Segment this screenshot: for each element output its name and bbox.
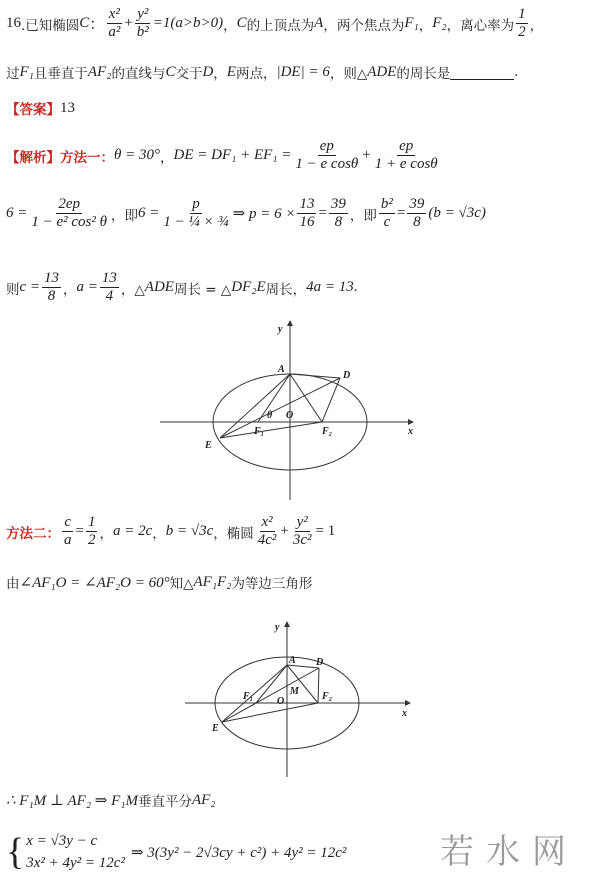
brace: { [6, 831, 25, 873]
label-y: y [278, 324, 283, 335]
text: ， [152, 525, 166, 542]
text: 且垂直于 [33, 66, 88, 82]
label-f2: F₂ [322, 426, 333, 437]
text: 知△ [169, 576, 194, 592]
math: DF₂E [231, 279, 266, 295]
text: ， [160, 149, 174, 166]
math: F₁ [404, 15, 419, 31]
math: = [75, 523, 84, 539]
answer-label: 【答案】 [6, 102, 60, 118]
text: ， [213, 66, 227, 82]
label-d: D [316, 657, 324, 668]
label-m: M [290, 686, 299, 697]
math: A [314, 15, 324, 31]
text: 的上顶点为 [246, 17, 315, 34]
math: θ = 30° [114, 147, 160, 163]
label-a: A [278, 364, 285, 375]
fraction: $\frac{\text{x²}}{\text{a²}}$ [108, 6, 121, 40]
equation-system [26, 830, 125, 874]
text: 的直线与 [111, 66, 166, 82]
label-f2: F₂ [322, 691, 333, 702]
math: AF₁F₂ [193, 573, 232, 590]
math: E [226, 63, 236, 80]
math: 4a = 13 [306, 279, 354, 295]
fraction: $\frac{\text{y²}}{\text{b²}}$ [136, 6, 149, 40]
label-o: O [286, 410, 294, 421]
label-a: A [289, 655, 296, 666]
text: ，椭圆 [213, 525, 254, 542]
fraction: $\frac{c}{a}$ [64, 514, 72, 548]
text: ： [89, 17, 105, 33]
math: + [362, 147, 371, 163]
text: ，则△ [329, 66, 368, 82]
math: DE = DF₁ + EF₁ = [173, 147, 292, 163]
text: 则 [6, 281, 20, 298]
math: ADE [367, 63, 397, 80]
math: ∠AF₁O = ∠AF₂O = 60° [19, 574, 170, 591]
fraction: $\frac{\text{x²}}{\text{4c²}}$ [257, 514, 277, 548]
label-d: D [343, 370, 351, 381]
math: + [124, 15, 133, 31]
math: F₂ [432, 15, 447, 31]
text: .已知椭圆 [21, 17, 80, 34]
math: a = [76, 279, 98, 295]
math: = [396, 205, 406, 221]
math: |DE| = 6 [276, 63, 330, 80]
equation-2: 3x² + 4y² = 12c² [26, 855, 125, 871]
label-o: O [277, 696, 285, 707]
fraction: $\frac{p}{\text{1 − ¼ × ¾}}$ [163, 196, 229, 230]
fraction: $\frac{\text{y²}}{\text{3c²}}$ [292, 514, 312, 548]
text: 由 [6, 576, 20, 592]
label-f1: F₁ [254, 426, 265, 437]
label-e: E [205, 440, 212, 451]
math: D [202, 63, 214, 80]
text: ，即 [111, 207, 139, 224]
text: ，两个焦点为 [323, 17, 405, 34]
text: ， [529, 17, 544, 34]
text: ， [99, 525, 113, 542]
math: ADE [144, 279, 174, 295]
text: 交于 [175, 66, 203, 82]
text: ，离心率为 [446, 17, 515, 34]
fraction: $\frac{13}{8}$ [44, 270, 60, 304]
label-e: E [212, 723, 219, 734]
fraction: $\frac{1}{2}$ [518, 6, 526, 40]
fraction: $\frac{39}{8}$ [409, 196, 425, 230]
fraction: $\frac{ep}{\text{1 − e cosθ}}$ [295, 138, 359, 172]
text: ， [418, 17, 433, 34]
math: a = 2c [112, 523, 153, 539]
math: C [236, 15, 247, 31]
conclusion-line [6, 790, 216, 810]
analysis-label: 【解析】方法一： [6, 149, 114, 166]
answer-value: 13 [60, 99, 75, 116]
label-f1: F₁ [243, 691, 254, 702]
math: AF₂ [87, 63, 112, 80]
math: (b = √3c) [428, 205, 486, 221]
label-x: x [408, 426, 413, 437]
fraction: $\frac{1}{2}$ [87, 514, 96, 548]
math: 6 = [138, 205, 160, 221]
label-x: x [402, 708, 407, 719]
fraction: $\frac{13}{4}$ [101, 270, 117, 304]
system-line [6, 830, 346, 874]
text: 为等边三角形 [231, 576, 313, 592]
text: 周长， [265, 281, 307, 298]
fraction: $\frac{\text{b²}}{c}$ [380, 196, 393, 230]
text: . [514, 63, 519, 80]
fraction: $\frac{ep}{\text{1 + e cosθ}}$ [374, 138, 438, 172]
watermark: 若水网 [440, 832, 578, 872]
text: 的周长是 [396, 66, 451, 82]
math: F₁ [19, 63, 34, 80]
result-equation: ⇒ 3(3y² − 2√3cy + c²) + 4y² = 12c² [130, 844, 347, 861]
equation-1: x = √3y − c [26, 833, 98, 849]
fraction: $\frac{2ep}{\text{1 − e² cos² θ}}$ [31, 196, 108, 230]
math: + [280, 523, 289, 539]
text: ， [63, 281, 77, 298]
fraction: $\frac{39}{8}$ [330, 196, 346, 230]
method2-label: 方法二： [6, 525, 60, 542]
problem-number: 16 [6, 15, 21, 31]
text: ，即 [349, 207, 377, 224]
math: = 1 [315, 523, 336, 539]
text: 周长 = △ [173, 281, 232, 298]
math: =1(a>b>0) [152, 15, 224, 31]
label-y: y [275, 622, 280, 633]
math: = [318, 205, 327, 221]
math: b = √3c [165, 523, 214, 539]
math: 6 = [6, 205, 28, 221]
math: ⇒ p = 6 × [232, 206, 296, 222]
text: ， [223, 17, 237, 34]
text: 两点， [235, 66, 277, 82]
math: C [79, 15, 90, 31]
math: c = [19, 279, 41, 295]
fraction: $\frac{13}{16}$ [299, 196, 315, 230]
math: C [165, 63, 176, 80]
math: ∴ F₁M ⊥ AF₂ ⇒ F₁M [6, 792, 138, 809]
text: ，△ [120, 281, 145, 298]
text: 垂直平分 [137, 794, 192, 810]
text: 过 [6, 66, 20, 82]
label-theta: θ [267, 410, 273, 421]
text: . [353, 279, 358, 295]
math: AF₂ [191, 791, 216, 808]
